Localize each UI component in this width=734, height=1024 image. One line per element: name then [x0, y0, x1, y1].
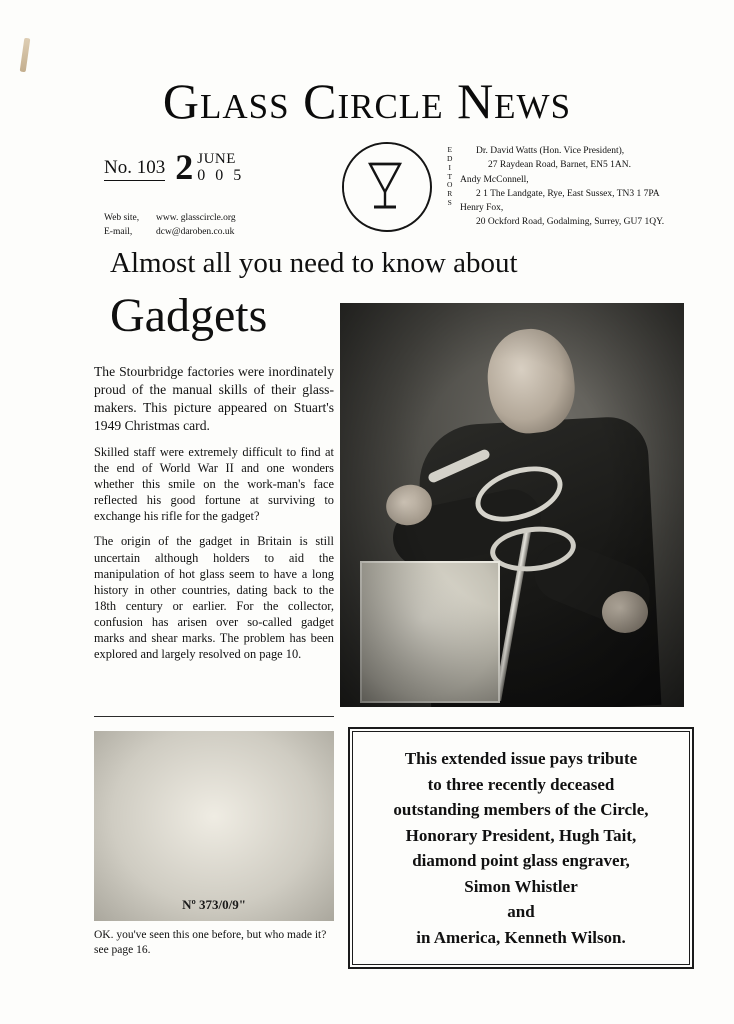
article-column [94, 363, 334, 671]
tribute-text [352, 731, 690, 965]
article-paragraph: Skilled staff were extremely difficult to find at the end of World War II and one wonders whether this smile on the work-man's face reflected his good fortune at surviving to exchange his rifle for the gadget? [94, 444, 334, 524]
glass-dish-photo [94, 731, 334, 921]
column-rule [94, 716, 334, 717]
issue-block [104, 147, 334, 237]
website-value: www. glasscircle.org [156, 213, 236, 223]
publication-title: Glass Circle News [162, 73, 572, 129]
masthead [0, 73, 734, 129]
editors-letter: S [447, 198, 453, 208]
dish-background [94, 731, 334, 921]
tribute-line: in America, Kenneth Wilson. [416, 927, 626, 947]
editors-letter: R [447, 189, 453, 199]
editor-line: Dr. David Watts (Hon. Vice President), [476, 146, 625, 156]
goblet-icon [344, 144, 426, 226]
email-value: dcw@daroben.co.uk [156, 226, 235, 237]
tribute-line: Simon Whistler [464, 876, 578, 896]
headline-line-1: Almost all you need to know about [110, 247, 518, 279]
editors-list [460, 144, 734, 230]
editors-letter: E [447, 145, 453, 154]
issue-number: No. 103 [104, 158, 165, 181]
contact-block [104, 212, 236, 240]
dish-caption: OK. you've seen this one before, but who made it? see page 16. [94, 929, 327, 956]
editor-line: 20 Ockford Road, Godalming, Surrey, GU7 1QY. [476, 217, 665, 228]
photo-vignette [340, 303, 684, 707]
editor-line: Andy McConnell, [460, 174, 529, 185]
masthead-details [104, 142, 674, 237]
article-paragraph: The origin of the gadget in Britain is still uncertain although holders to aid the manipulation of hot glass seem to have a long history in other countries, dating back to the 18th century or earlier. For the collector, confusion has arisen over so-called gadget marks and shear marks. The problem has been explored and largely resolved on page 10. [94, 534, 334, 662]
editors-letter: D [447, 153, 453, 163]
headline-line-2: Gadgets [110, 289, 268, 342]
issue-day: 2 [175, 147, 194, 187]
tribute-line: to three recently deceased [427, 774, 615, 794]
goblet-logo-icon [342, 142, 432, 232]
editors-letter: I [448, 162, 452, 172]
editor-line: Henry Fox, [460, 203, 504, 213]
tribute-line: This extended issue pays tribute [404, 749, 638, 768]
editors-letter: T [447, 171, 453, 181]
email-label: E-mail, [104, 226, 133, 237]
tribute-line: diamond point glass engraver, [412, 851, 630, 870]
editors-letter: O [447, 180, 453, 190]
scan-artifact [20, 38, 31, 73]
issue-year: 0 0 5 [197, 166, 245, 184]
editors-vertical-label [444, 146, 456, 208]
dish-mark-label: Nº 373/0/9" [182, 897, 246, 912]
editor-line: 27 Raydean Road, Barnet, EN5 1AN. [488, 160, 631, 171]
tribute-line: and [507, 902, 535, 921]
editor-line: 2 1 The Landgate, Rye, East Sussex, TN3 1 7PA [476, 188, 660, 199]
website-label: Web site, [104, 213, 140, 223]
glassmaker-photo [340, 303, 684, 707]
tribute-line: Honorary President, Hugh Tait, [405, 825, 637, 845]
issue-date [175, 147, 245, 187]
tribute-box [348, 727, 694, 969]
tribute-line: outstanding members of the Circle, [393, 800, 649, 819]
issue-month: JUNE [197, 151, 236, 167]
article-paragraph: The Stourbridge factories were inordinately proud of the manual skills of their glass-makers. This picture appeared on Stuart's 1949 Christmas card. [94, 364, 334, 433]
